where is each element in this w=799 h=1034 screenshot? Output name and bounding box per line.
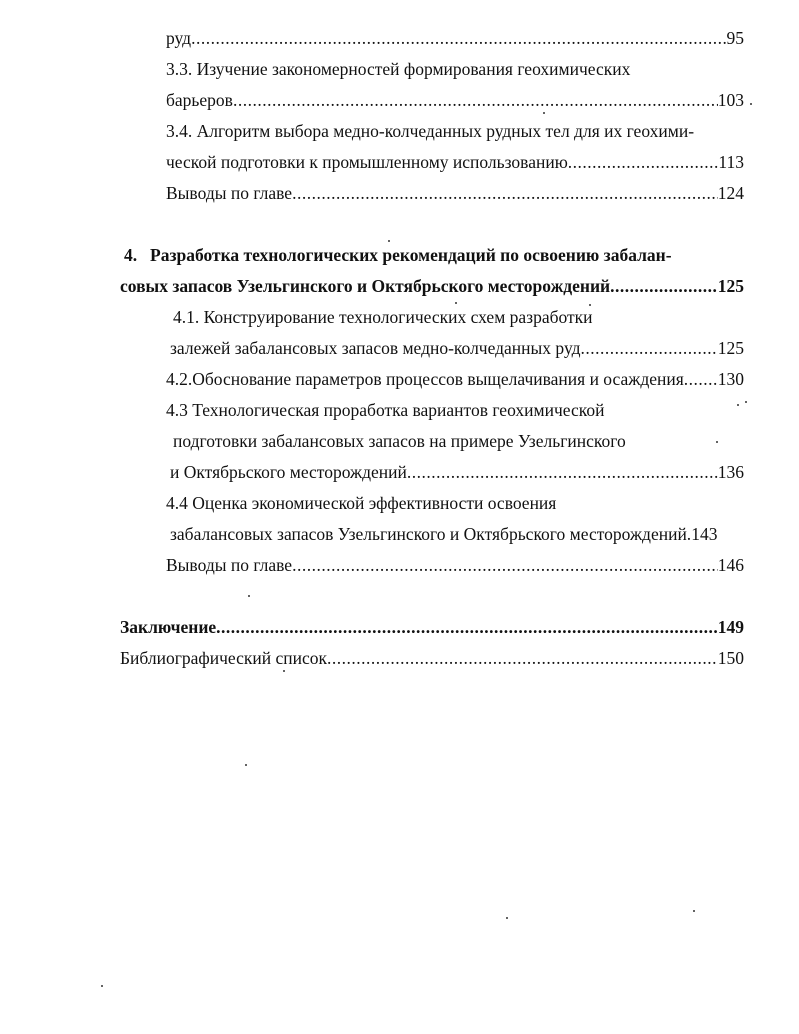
toc-entry-chapter4-conclusions	[166, 554, 744, 576]
scan-speck	[589, 304, 591, 306]
chapter-number: 4.	[124, 245, 138, 265]
toc-chapter-4	[124, 244, 672, 266]
toc-entry-conclusion	[120, 616, 744, 638]
scan-speck	[248, 595, 250, 597]
toc-entry-text: Заключение	[120, 617, 217, 637]
toc-page-number: 113	[718, 152, 744, 172]
scan-speck	[506, 917, 508, 919]
toc-entry-text: барьеров	[166, 90, 233, 110]
toc-entry-4-4	[166, 492, 556, 514]
toc-entry-text: совых запасов Узельгинского и Октябрьского месторождений	[120, 276, 611, 296]
toc-entry-text: руд	[166, 28, 192, 48]
scan-speck	[737, 404, 739, 406]
toc-entry-text: Выводы по главе	[166, 183, 293, 203]
scan-speck	[750, 103, 752, 105]
toc-entry-text: Разработка технологических рекомендаций по освоению забалан-	[150, 245, 672, 265]
scan-speck	[455, 302, 457, 304]
scan-speck	[543, 112, 545, 114]
toc-entry-4-2	[166, 368, 744, 390]
toc-entry-ore	[166, 27, 744, 49]
toc-page-number: 136	[717, 462, 744, 482]
toc-page-number: 149	[717, 617, 744, 637]
toc-entry-text: подготовки забалансовых запасов на примере Узельгинского	[173, 431, 626, 451]
toc-entry-text: залежей забалансовых запасов медно-колчеданных руд	[170, 338, 581, 358]
toc-entry-text: Выводы по главе	[166, 555, 293, 575]
toc-chapter-4-cont	[120, 275, 744, 297]
toc-entry-3-4-cont	[166, 151, 744, 173]
toc-entry-4-1	[173, 306, 593, 328]
toc-entry-3-3	[166, 58, 630, 80]
toc-entry-text: 4.1. Конструирование технологических схем разработки	[173, 307, 593, 327]
toc-entry-text: ческой подготовки к промышленному использованию	[166, 152, 568, 172]
toc-page-number: 95	[726, 28, 744, 48]
toc-page-number: 125	[717, 338, 744, 358]
toc-entry-4-4-cont	[170, 523, 717, 545]
toc-page-number: 124	[717, 183, 744, 203]
toc-entry-text: 4.2.Обоснование параметров процессов выщелачивания и осаждения	[166, 369, 684, 389]
toc-entry-text: 3.3. Изучение закономерностей формирования геохимических	[166, 59, 631, 79]
toc-entry-4-3-cont2	[170, 461, 744, 483]
toc-entry-4-3	[166, 399, 604, 421]
toc-entry-text: забалансовых запасов Узельгинского и Октябрьского месторождений.	[170, 524, 692, 544]
scan-speck	[716, 441, 718, 443]
toc-entry-3-3-cont	[166, 89, 744, 111]
scan-speck	[388, 240, 390, 242]
scan-speck	[693, 910, 695, 912]
toc-entry-chapter3-conclusions	[166, 182, 744, 204]
toc-entry-text: 4.3 Технологическая проработка вариантов геохимической	[166, 400, 605, 420]
scan-speck	[245, 764, 247, 766]
toc-entry-3-4	[166, 120, 694, 142]
scan-speck	[745, 401, 747, 403]
scan-speck	[283, 670, 285, 672]
toc-entry-4-1-cont	[170, 337, 744, 359]
toc-page-number: 130	[717, 369, 744, 389]
toc-page-number: 103	[717, 90, 744, 110]
toc-entry-4-3-cont	[173, 430, 626, 452]
toc-entry-text: 4.4 Оценка экономической эффективности освоения	[166, 493, 557, 513]
toc-page-number: 146	[717, 555, 744, 575]
toc-page-number: 143	[691, 524, 718, 544]
toc-entry-bibliography	[120, 647, 744, 669]
toc-page-number: 125	[717, 276, 744, 296]
toc-entry-text: Библиографический список	[120, 648, 328, 668]
toc-entry-text: и Октябрьского месторождений	[170, 462, 407, 482]
toc-entry-text: 3.4. Алгоритм выбора медно-колчеданных рудных тел для их геохими-	[166, 121, 695, 141]
toc-page-number: 150	[717, 648, 744, 668]
scan-speck	[101, 985, 103, 987]
